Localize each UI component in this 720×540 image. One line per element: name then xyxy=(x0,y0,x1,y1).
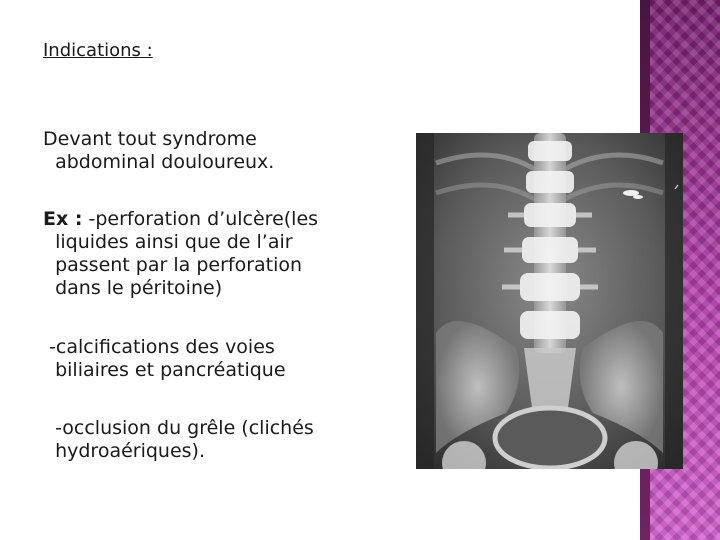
example-label: Ex : xyxy=(43,208,83,230)
text-line: Devant tout syndrome xyxy=(43,128,257,150)
paragraph-occlusion xyxy=(43,417,314,463)
text-line: passent par la perforation xyxy=(43,254,303,276)
text-line: abdominal douloureux. xyxy=(43,151,275,173)
text-line: hydroaériques). xyxy=(43,440,206,462)
abdominal-xray-image xyxy=(416,133,683,469)
slide-heading: Indications : xyxy=(43,40,153,61)
paragraph-syndrome xyxy=(43,128,274,174)
text-line: -perforation d’ulcère(les xyxy=(82,208,319,230)
text-line: dans le péritoine) xyxy=(43,277,223,299)
text-line: biliaires et pancréatique xyxy=(43,359,286,381)
text-line: liquides ainsi que de l’air xyxy=(43,231,293,253)
paragraph-calcifications xyxy=(43,336,286,382)
xray-drawing xyxy=(416,133,683,469)
text-line: -occlusion du grêle (clichés xyxy=(43,417,314,439)
text-line: -calcifications des voies xyxy=(43,336,275,358)
paragraph-example xyxy=(43,208,318,300)
